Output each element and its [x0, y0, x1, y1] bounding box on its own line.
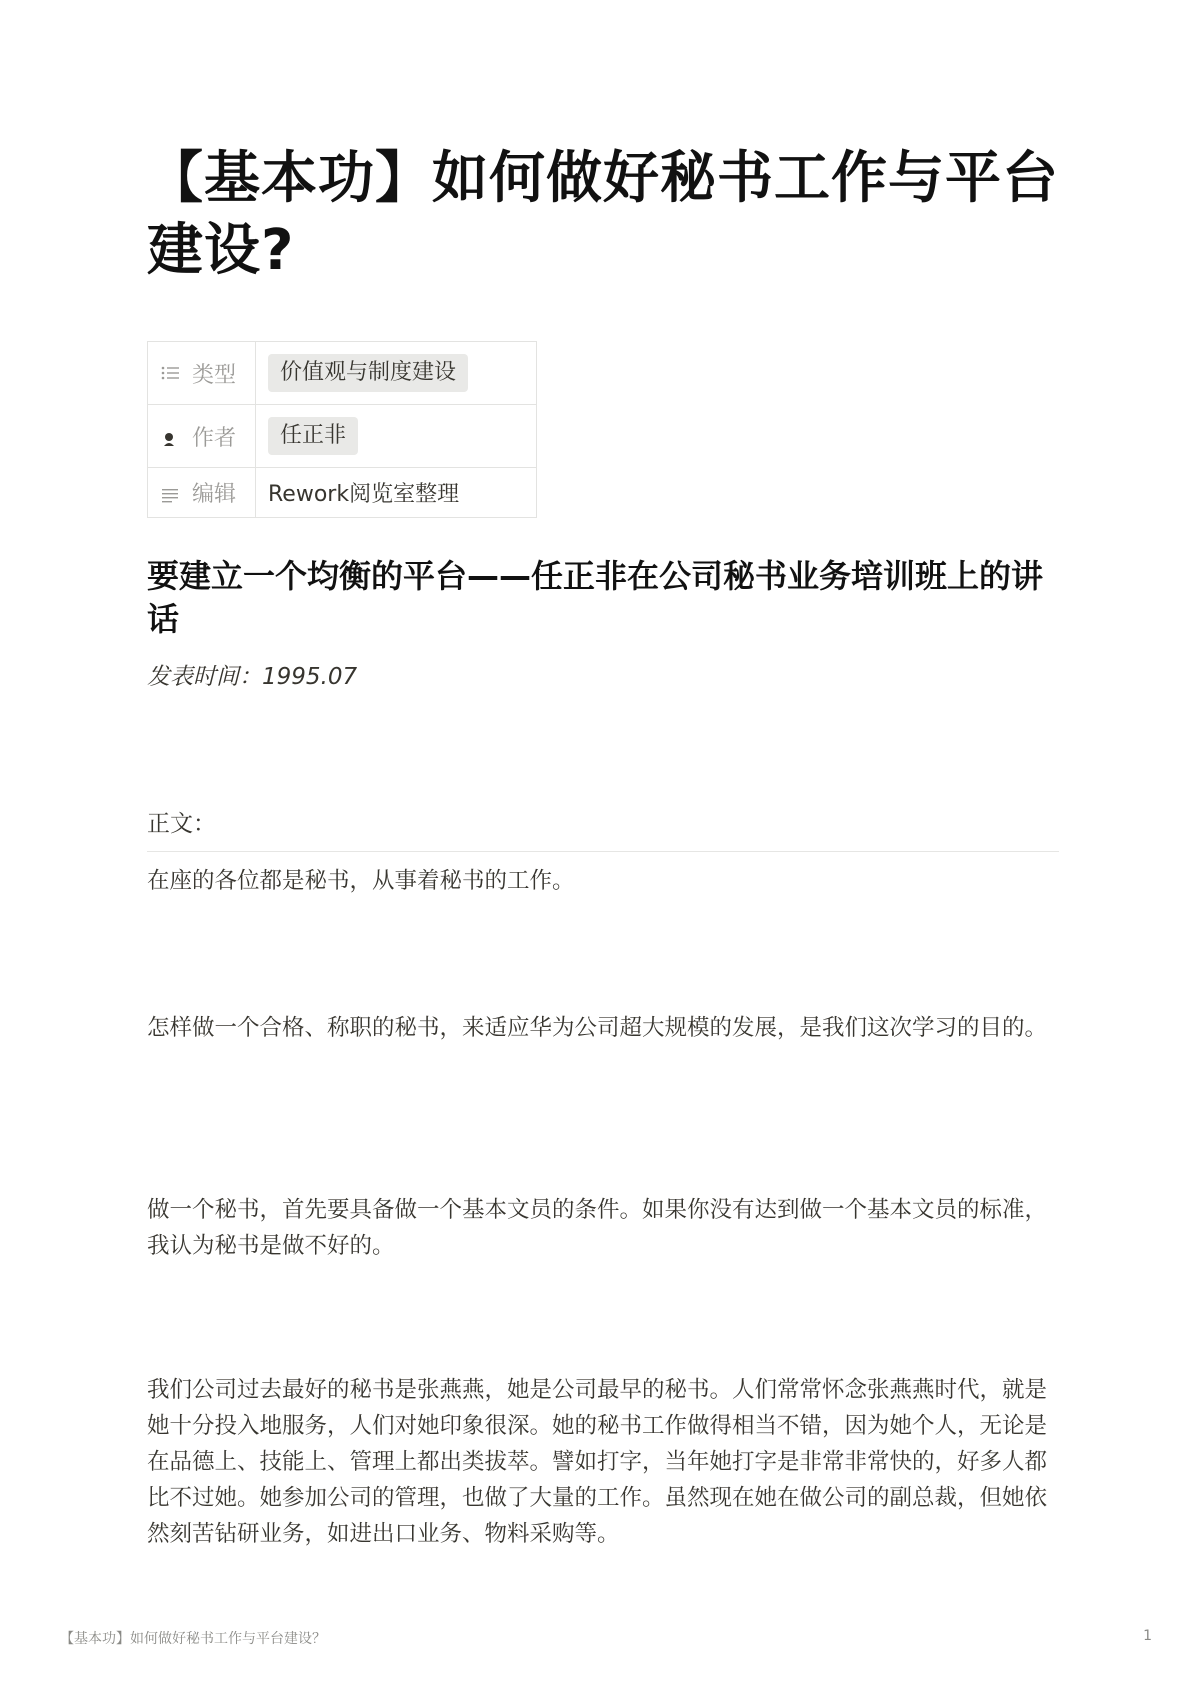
property-value-cell[interactable] — [256, 468, 537, 518]
type-tag[interactable]: 价值观与制度建设 — [268, 354, 468, 392]
property-value-cell[interactable] — [256, 405, 537, 468]
divider — [147, 851, 1059, 852]
footer-page-number: 1 — [1143, 1628, 1152, 1644]
property-key-cell — [148, 468, 256, 518]
person-icon — [160, 425, 182, 447]
paragraph: 怎样做一个合格、称职的秘书，来适应华为公司超大规模的发展，是我们这次学习的目的。 — [147, 1015, 1048, 1041]
property-row-editor — [148, 468, 537, 518]
property-row-type — [148, 342, 537, 405]
property-key-label: 作者 — [192, 425, 237, 451]
text-lines-icon — [160, 482, 182, 504]
paragraph: 在座的各位都是秘书，从事着秘书的工作。 — [147, 868, 575, 894]
footer-title: 【基本功】如何做好秘书工作与平台建设？ — [60, 1631, 326, 1647]
property-key-cell — [148, 342, 256, 405]
property-key-cell — [148, 405, 256, 468]
publish-date: 发表时间：1995.07 — [147, 664, 358, 690]
paragraph: 我们公司过去最好的秘书是张燕燕，她是公司最早的秘书。人们常常怀念张燕燕时代，就是她十分投入地服务，人们对她印象很深。她的秘书工作做得相当不错，因为她个人，无论是在品德上、技能上、管理上都出类拔萃。譬如打字，当年她打字是非常非常快的，好多人都比不过她。她参加公司的管理，也做了大量的工作。虽然现在她在做公司的副总裁，但她依然刻苦钻研业务，如进出口业务、物料采购等。 — [147, 1377, 1048, 1547]
property-key-label: 编辑 — [192, 482, 237, 507]
body-label: 正文： — [147, 811, 216, 837]
property-value-cell[interactable] — [256, 342, 537, 405]
list-icon — [160, 362, 182, 384]
properties-table — [147, 341, 537, 518]
paragraph: 做一个秘书，首先要具备做一个基本文员的条件。如果你没有达到做一个基本文员的标准，我认为秘书是做不好的。 — [147, 1197, 1048, 1259]
author-tag[interactable]: 任正非 — [268, 417, 358, 455]
property-key-label: 类型 — [192, 362, 237, 388]
property-row-author — [148, 405, 537, 468]
section-heading: 要建立一个均衡的平台——任正非在公司秘书业务培训班上的讲话 — [147, 557, 1044, 638]
page-title: 【基本功】如何做好秘书工作与平台建设? — [147, 146, 1059, 283]
editor-value[interactable]: Rework阅览室整理 — [268, 482, 460, 507]
